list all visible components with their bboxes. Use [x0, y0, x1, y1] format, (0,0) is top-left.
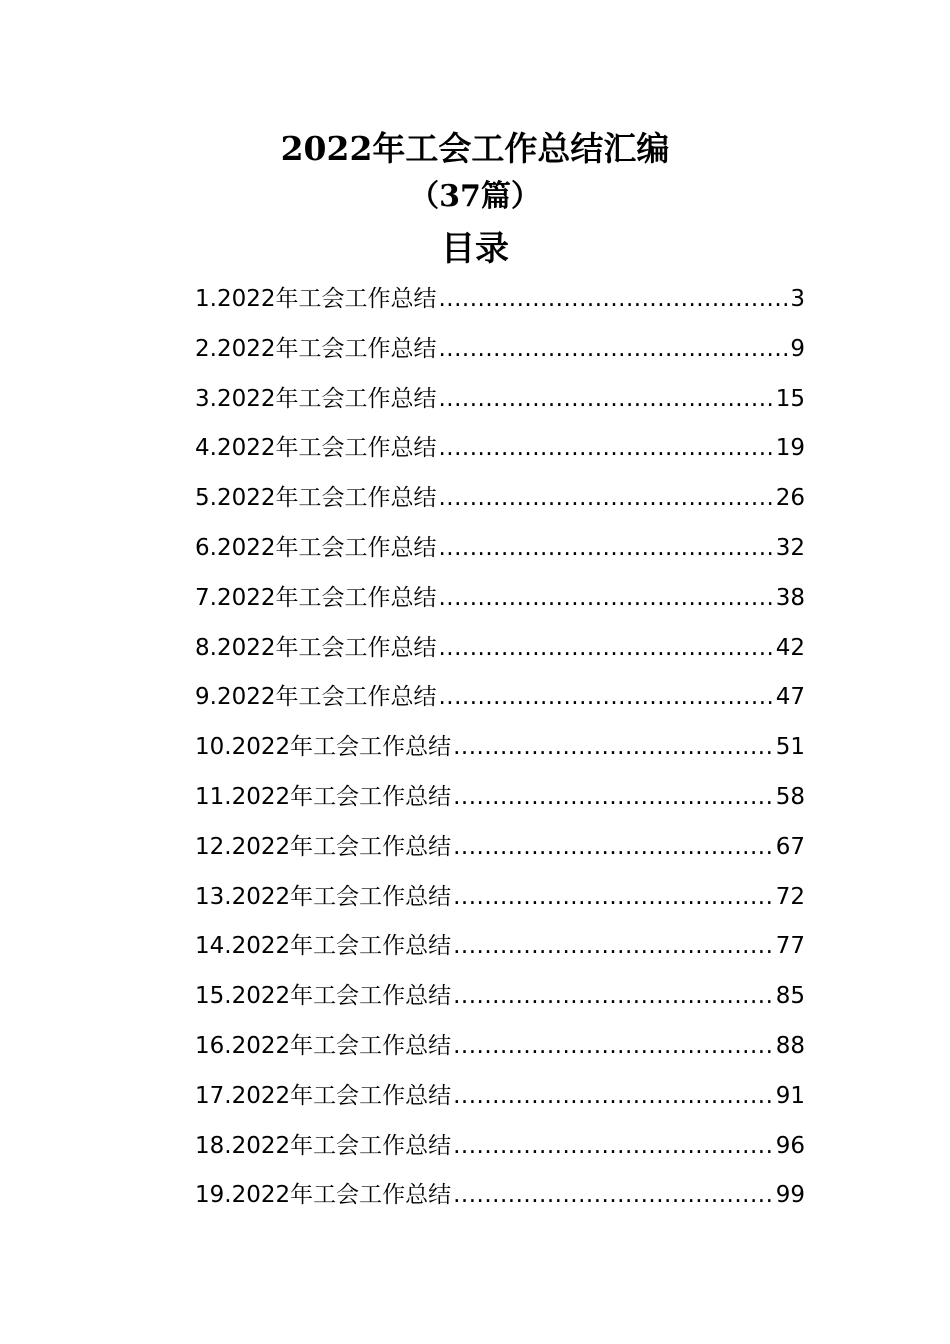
toc-entry-page-number: 51 [775, 734, 805, 761]
toc-entry-page-number: 26 [775, 485, 805, 512]
toc-entry[interactable] [195, 922, 805, 972]
table-of-contents [195, 275, 805, 1221]
toc-entry-page-number: 77 [775, 933, 805, 960]
toc-heading: 目录 [441, 229, 509, 269]
toc-entry-page-number: 72 [775, 883, 805, 910]
toc-dot-leader [438, 574, 773, 624]
toc-entry-title: 18.2022年工会工作总结 [195, 1132, 452, 1159]
toc-entry-title: 7.2022年工会工作总结 [195, 584, 437, 611]
toc-entry[interactable] [195, 574, 805, 624]
toc-entry[interactable] [195, 624, 805, 674]
toc-entry-title: 10.2022年工会工作总结 [195, 734, 452, 761]
toc-entry-title: 1.2022年工会工作总结 [195, 286, 437, 312]
toc-entry[interactable] [195, 673, 805, 723]
toc-entry-title: 2.2022年工会工作总结 [195, 335, 437, 362]
toc-entry-title: 6.2022年工会工作总结 [195, 534, 437, 561]
toc-dot-leader [438, 524, 773, 574]
toc-entry-title: 8.2022年工会工作总结 [195, 634, 437, 661]
toc-dot-leader [453, 723, 774, 773]
toc-entry-title: 14.2022年工会工作总结 [195, 933, 452, 960]
toc-entry[interactable] [195, 1171, 805, 1221]
toc-entry-page-number: 47 [775, 684, 805, 711]
toc-entry[interactable] [195, 325, 805, 375]
toc-dot-leader [453, 922, 774, 972]
toc-entry[interactable] [195, 275, 805, 325]
toc-entry-page-number: 38 [775, 584, 805, 611]
toc-entry-title: 17.2022年工会工作总结 [195, 1082, 452, 1109]
toc-dot-leader [453, 1171, 774, 1221]
toc-entry-page-number: 42 [775, 634, 805, 661]
toc-dot-leader [438, 424, 773, 474]
toc-entry[interactable] [195, 823, 805, 873]
toc-entry[interactable] [195, 723, 805, 773]
toc-entry-title: 16.2022年工会工作总结 [195, 1032, 452, 1059]
toc-entry-page-number: 3 [790, 286, 805, 312]
toc-entry[interactable] [195, 474, 805, 524]
toc-entry-title: 11.2022年工会工作总结 [195, 783, 452, 810]
toc-entry[interactable] [195, 1122, 805, 1172]
toc-entry[interactable] [195, 773, 805, 823]
toc-entry-title: 4.2022年工会工作总结 [195, 435, 437, 462]
toc-dot-leader [438, 275, 788, 325]
toc-entry-title: 5.2022年工会工作总结 [195, 485, 437, 512]
toc-entry[interactable] [195, 873, 805, 923]
toc-dot-leader [438, 624, 773, 674]
toc-entry-page-number: 91 [775, 1082, 805, 1109]
toc-dot-leader [453, 1022, 774, 1072]
toc-entry-title: 19.2022年工会工作总结 [195, 1182, 452, 1209]
toc-dot-leader [438, 325, 788, 375]
toc-entry[interactable] [195, 972, 805, 1022]
toc-dot-leader [453, 1122, 774, 1172]
toc-entry-page-number: 9 [790, 335, 805, 362]
toc-entry-page-number: 32 [775, 534, 805, 561]
toc-dot-leader [453, 773, 774, 823]
toc-dot-leader [438, 375, 773, 425]
toc-entry-title: 9.2022年工会工作总结 [195, 684, 437, 711]
toc-entry-page-number: 88 [775, 1032, 805, 1059]
toc-entry[interactable] [195, 424, 805, 474]
toc-entry-page-number: 99 [775, 1182, 805, 1209]
toc-entry-title: 12.2022年工会工作总结 [195, 833, 452, 860]
toc-dot-leader [438, 474, 773, 524]
toc-entry[interactable] [195, 524, 805, 574]
document-subtitle: （37篇） [409, 179, 541, 214]
toc-entry-page-number: 58 [775, 783, 805, 810]
toc-entry[interactable] [195, 1022, 805, 1072]
toc-entry-page-number: 85 [775, 983, 805, 1010]
toc-entry-page-number: 19 [775, 435, 805, 462]
toc-entry-title: 3.2022年工会工作总结 [195, 385, 437, 412]
toc-entry-title: 13.2022年工会工作总结 [195, 883, 452, 910]
toc-entry[interactable] [195, 375, 805, 425]
toc-dot-leader [453, 873, 774, 923]
toc-entry-page-number: 67 [775, 833, 805, 860]
document-title: 2022年工会工作总结汇编 [280, 129, 670, 168]
toc-entry-title: 15.2022年工会工作总结 [195, 983, 452, 1010]
toc-dot-leader [453, 972, 774, 1022]
toc-entry-page-number: 15 [775, 385, 805, 412]
toc-dot-leader [453, 1072, 774, 1122]
toc-dot-leader [438, 673, 773, 723]
toc-entry[interactable] [195, 1072, 805, 1122]
toc-dot-leader [453, 823, 774, 873]
toc-entry-page-number: 96 [775, 1132, 805, 1159]
